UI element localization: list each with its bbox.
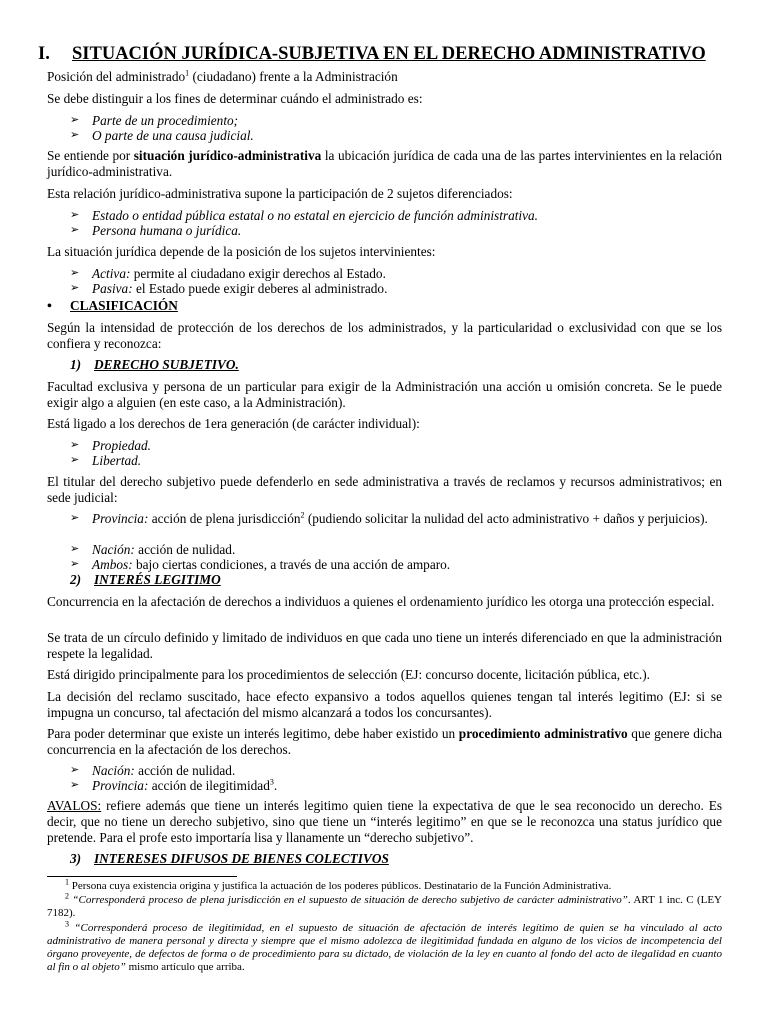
footnote-ref-2[interactable]: 2: [300, 510, 305, 520]
subsection-title: INTERESES DIFUSOS DE BIENES COLECTIVOS: [94, 851, 389, 866]
clasificacion-heading: [47, 298, 178, 315]
arrow-bullet-icon: ➢: [70, 267, 80, 279]
definition-text-a: Se entiende por: [47, 148, 134, 163]
clasificacion-intro: Según la intensidad de protección de los derechos de los administrados, y la particularidad o exclusividad con que se los confiera y reconozca:: [47, 320, 722, 351]
list-item-text: bajo ciertas condiciones, a través de una acción de amparo.: [132, 557, 451, 572]
avalos-text: refiere además que tiene un interés legitimo quien tiene la expectativa de que le sea reconocido un derecho. Es decir, que no tiene un derecho subjetivo, sino que tiene un “interés legitimo” en que se le reconozca una status jurídico que pretende. Para el profe esto importaría lisa y llanamente un “derecho subjetivo”.: [47, 798, 722, 845]
list-item: [70, 453, 722, 468]
list-item: [70, 208, 722, 223]
avalos-label: AVALOS:: [47, 798, 102, 813]
arrow-bullet-icon: ➢: [70, 558, 80, 570]
list-item: [70, 281, 722, 296]
arrow-bullet-icon: ➢: [70, 764, 80, 776]
footnote-separator: [47, 876, 237, 877]
list-item-text: Estado o entidad pública estatal o no estatal en ejercicio de función administrativa.: [92, 208, 538, 223]
list-item-label: Activa:: [92, 266, 131, 281]
list-item-text: acción de ilegitimidad: [148, 778, 270, 793]
procedure-text-a: Para poder determinar que existe un interés legitimo, debe haber existido un: [47, 726, 459, 741]
distinguish-line: Se debe distinguir a los fines de determinar cuándo el administrado es:: [47, 91, 423, 106]
arrow-bullet-icon: ➢: [70, 282, 80, 294]
subsection-heading: [70, 572, 221, 588]
procedure-term: procedimiento administrativo: [458, 726, 628, 741]
circle-paragraph: Se trata de un círculo definido y limitado de individuos en que cada uno tiene un interés diferenciado en que la administración respete la legalidad.: [47, 630, 722, 661]
list-item-text: acción de plena jurisdicción: [148, 511, 301, 526]
footnote-quote: “Corresponderá proceso de plena jurisdicción en el supuesto de situación de derecho subjetivo de carácter administrativo”: [72, 894, 628, 906]
arrow-bullet-icon: ➢: [70, 129, 80, 141]
list-item-text: Libertad.: [92, 453, 142, 468]
list-item: [70, 511, 722, 526]
list-item-label: Nación:: [92, 763, 135, 778]
section-title: SITUACIÓN JURÍDICA-SUBJETIVA EN EL DERECHO ADMINISTRATIVO: [72, 44, 706, 64]
intro-text-a: Posición del administrado: [47, 69, 186, 84]
subsection-number: 1): [70, 357, 82, 372]
definition-term: situación jurídico-administrativa: [133, 148, 322, 163]
footnote: [47, 919, 723, 974]
subsection-number: 2): [70, 572, 82, 587]
arrow-bullet-icon: ➢: [70, 439, 80, 451]
footnote-mark: 3: [65, 919, 69, 929]
list-item: [70, 438, 722, 453]
arrow-bullet-icon: ➢: [70, 224, 80, 236]
list-item: [70, 542, 722, 557]
list-item-text: acción de nulidad.: [134, 542, 236, 557]
procedure-text-b: que genere dicha concurrencia en la afectación de los derechos.: [47, 726, 722, 757]
list-item: [70, 113, 722, 128]
footnote: [47, 891, 723, 920]
list-item: ➢ Provincia: acción de ilegitimidad$^3$.: [70, 777, 278, 793]
footnote-text: mismo artículo que arriba.: [125, 961, 245, 973]
subsection-title: INTERÉS LEGITIMO: [94, 572, 221, 587]
depends-paragraph: La situación jurídica depende de la posición de los sujetos intervinientes:: [47, 244, 436, 259]
generation-paragraph: Está ligado a los derechos de 1era generación (de carácter individual):: [47, 416, 420, 431]
list-item: [70, 223, 722, 238]
list-item-text: Propiedad.: [92, 438, 151, 453]
interes-legitimo-definition: Concurrencia en la afectación de derechos a individuos a quienes el ordenamiento jurídico les otorga una protección especial.: [47, 594, 715, 609]
footnote-quote: “Corresponderá proceso de ilegitimidad, en el supuesto de situación de afectación de interés legítimo de quien se ha vinculado al acto administrativo de manera personal y directa y siempre que el mismo adolezca de ilegitimidad fundada en alguno de los vicios de incompetencia del órgano proveyente, de defectos de forma o de procedimiento para su dictado, de violación de la ley en cuanto al fondo del acto de ilegalidad en cuanto al fin o al objeto”: [47, 922, 723, 973]
relation-paragraph: Esta relación jurídico-administrativa supone la participación de 2 sujetos diferenciados:: [47, 186, 513, 201]
subsection-number: 3): [70, 851, 82, 866]
list-item-text: (pudiendo solicitar la nulidad del acto administrativo + daños y perjuicios).: [304, 511, 708, 526]
section-number: I.: [38, 44, 50, 64]
arrow-bullet-icon: ➢: [70, 543, 80, 555]
list-item: [70, 763, 722, 778]
definition-text-b: la ubicación jurídica de cada una de las partes intervinientes en la relación jurídico-administrativa.: [47, 148, 722, 179]
definition-paragraph: [47, 148, 722, 180]
list-item-label: Ambos:: [92, 557, 133, 572]
defense-paragraph: El titular del derecho subjetivo puede defenderlo en sede administrativa a través de reclamos y recursos administrativos; en sede judicial:: [47, 474, 722, 505]
footnote-ref-3[interactable]: 3: [269, 777, 274, 787]
list-item-text: Persona humana o jurídica.: [92, 223, 242, 238]
arrow-bullet-icon: ➢: [70, 512, 80, 524]
list-item-text: acción de nulidad.: [134, 763, 236, 778]
round-bullet-icon: •: [47, 299, 52, 314]
procedure-paragraph: [47, 726, 722, 758]
list-item-label: Pasiva:: [92, 281, 133, 296]
list-item: [70, 557, 722, 572]
footnote-text: Persona cuya existencia origina y justifica la actuación de los poderes públicos. Destinatario de la Función Administrativa.: [71, 880, 612, 892]
expansive-paragraph: La decisión del reclamo suscitado, hace efecto expansivo a todos aquellos quienes tengan tal interés legitimo (EJ: si se impugna un concurso, tal afectación del mismo alcanzará a todos los concursantes).: [47, 689, 722, 720]
avalos-paragraph: [47, 798, 722, 846]
list-item-text: permite al ciudadano exigir derechos al Estado.: [130, 266, 386, 281]
selection-paragraph: Está dirigido principalmente para los procedimientos de selección (EJ: concurso docente, licitación pública, etc.).: [47, 667, 650, 682]
list-item-label: Provincia:: [92, 778, 149, 793]
footnote-ref-1[interactable]: 1: [185, 68, 190, 78]
list-item-label: Provincia:: [92, 511, 149, 526]
footnote: [47, 877, 722, 893]
footnote-mark: 2: [65, 891, 69, 901]
list-item-label: Nación:: [92, 542, 135, 557]
arrow-bullet-icon: ➢: [70, 114, 80, 126]
arrow-bullet-icon: ➢: [70, 779, 80, 791]
list-item-text: el Estado puede exigir deberes al administrado.: [132, 281, 388, 296]
list-item-text: Parte de un procedimiento;: [92, 113, 239, 128]
section-heading: [38, 44, 706, 65]
footnote-mark: 1: [65, 877, 69, 887]
derecho-subjetivo-definition: Facultad exclusiva y persona de un particular para exigir de la Administración una acción u omisión concreta. Se le puede exigir algo a alguien (en este caso, a la Administración).: [47, 379, 722, 410]
footnote-text: . ART 1 inc. C (LEY 7182).: [47, 894, 723, 919]
arrow-bullet-icon: ➢: [70, 454, 80, 466]
subsection-heading: [70, 357, 239, 373]
arrow-bullet-icon: ➢: [70, 209, 80, 221]
list-item: [70, 266, 722, 281]
list-item-text: O parte de una causa judicial.: [92, 128, 254, 143]
subsection-title: DERECHO SUBJETIVO.: [94, 357, 239, 372]
intro-text-b: (ciudadano) frente a la Administración: [189, 69, 398, 84]
clasificacion-title: CLASIFICACIÓN: [70, 298, 178, 313]
intro-line: [47, 69, 722, 85]
list-item: [70, 128, 722, 143]
subsection-heading: [70, 851, 389, 867]
